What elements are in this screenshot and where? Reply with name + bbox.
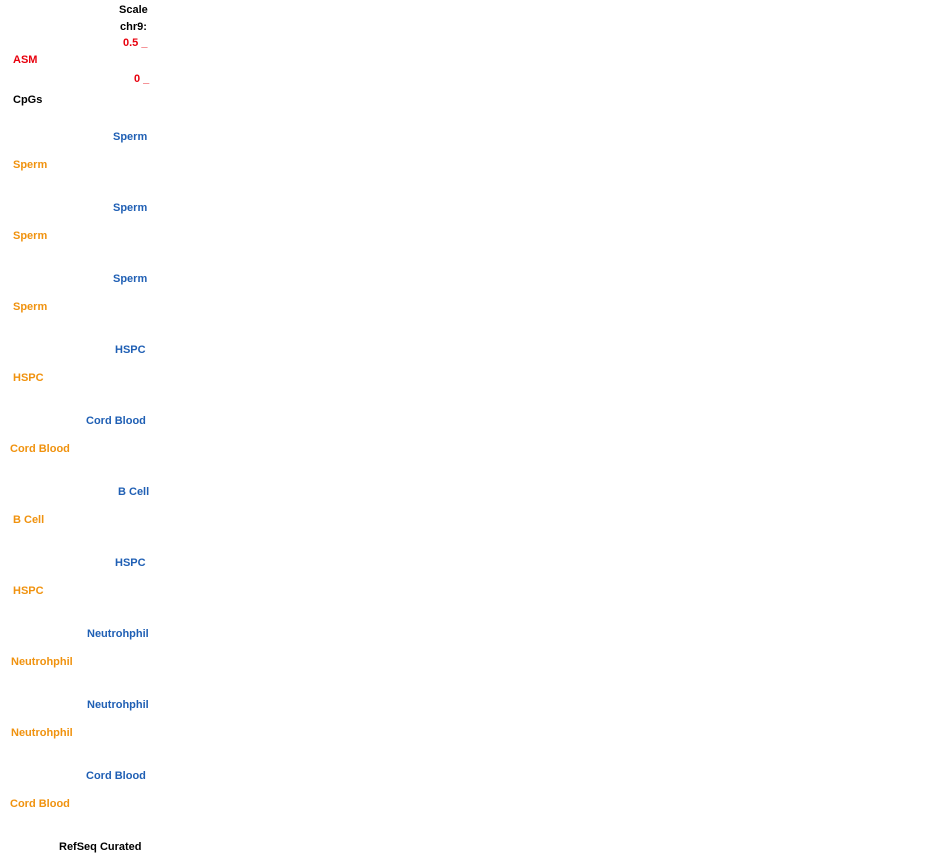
sperm-track-2-right-label[interactable]: Sperm: [113, 202, 148, 214]
chromosome-position-label: chr9:: [120, 21, 147, 33]
sperm-track-3-left-label[interactable]: Sperm: [13, 301, 48, 313]
scale-label: Scale: [119, 4, 148, 16]
cord-blood-track-2-right-label[interactable]: Cord Blood: [86, 770, 146, 782]
sperm-track-1-right-label[interactable]: Sperm: [113, 131, 148, 143]
cord-blood-track-1-left-label[interactable]: Cord Blood: [10, 443, 70, 455]
hspc-track-1-left-label[interactable]: HSPC: [13, 372, 44, 384]
neutrophil-track-2-right-label[interactable]: Neutrohphil: [87, 699, 149, 711]
asm-axis-min-label: 0 _: [134, 73, 150, 85]
asm-track-label[interactable]: ASM: [13, 54, 38, 66]
neutrophil-track-1-right-label[interactable]: Neutrohphil: [87, 628, 149, 640]
neutrophil-track-2-left-label[interactable]: Neutrohphil: [11, 727, 73, 739]
sperm-track-1-left-label[interactable]: Sperm: [13, 159, 48, 171]
hspc-track-2-left-label[interactable]: HSPC: [13, 585, 44, 597]
b-cell-track-right-label[interactable]: B Cell: [118, 486, 150, 498]
refseq-curated-track-label[interactable]: RefSeq Curated: [59, 841, 142, 853]
cpg-islands-track-label[interactable]: CpGs: [13, 94, 43, 106]
b-cell-track-left-label[interactable]: B Cell: [13, 514, 45, 526]
sperm-track-2-left-label[interactable]: Sperm: [13, 230, 48, 242]
cord-blood-track-1-right-label[interactable]: Cord Blood: [86, 415, 146, 427]
sperm-track-3-right-label[interactable]: Sperm: [113, 273, 148, 285]
cord-blood-track-2-left-label[interactable]: Cord Blood: [10, 798, 70, 810]
hspc-track-1-right-label[interactable]: HSPC: [115, 344, 146, 356]
hspc-track-2-right-label[interactable]: HSPC: [115, 557, 146, 569]
asm-axis-max-label: 0.5 _: [123, 37, 148, 49]
neutrophil-track-1-left-label[interactable]: Neutrohphil: [11, 656, 73, 668]
